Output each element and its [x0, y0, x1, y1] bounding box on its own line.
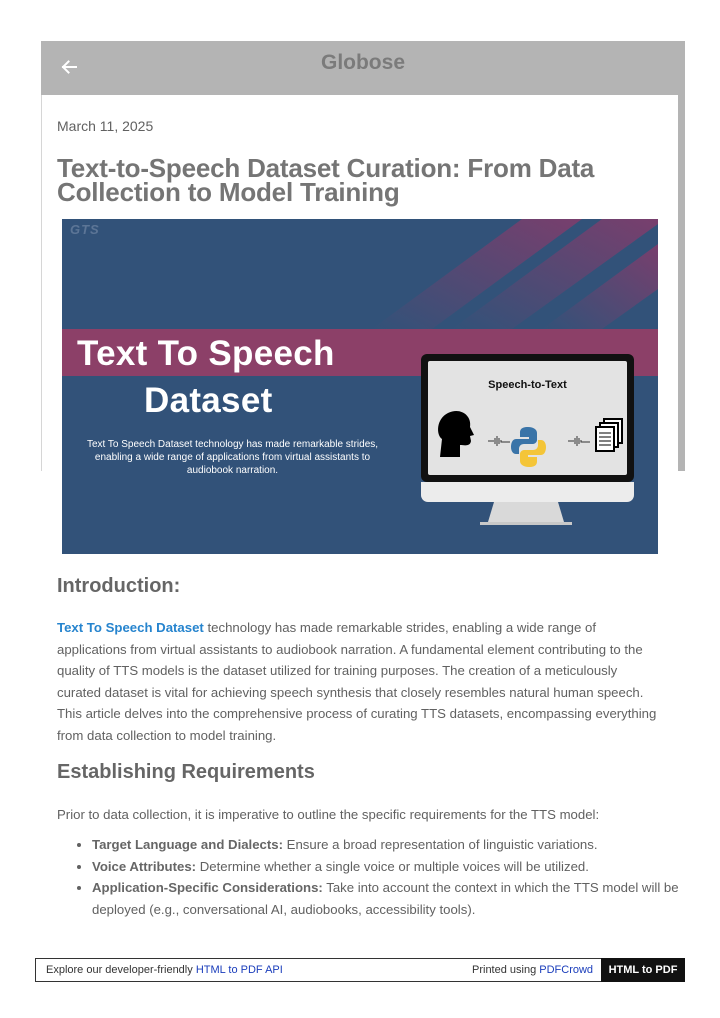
list-item-text: Ensure a broad representation of linguistic variations.: [283, 837, 598, 852]
hero-image: [62, 219, 658, 554]
list-item-label: Application-Specific Considerations:: [92, 880, 323, 895]
hero-heading-line2: Dataset: [144, 381, 273, 420]
list-item: [92, 834, 684, 856]
requirements-heading: Establishing Requirements: [57, 761, 315, 783]
intro-paragraph: [57, 617, 663, 746]
app-bar: [41, 41, 685, 95]
list-item-text: Take into account the context in which the TTS model will be deployed (e.g., conversational AI, audiobooks, accessibility tools).: [92, 880, 679, 917]
documents-icon: [596, 419, 622, 451]
hero-heading-line1: Text To Speech: [77, 334, 335, 373]
scrollbar[interactable]: [678, 95, 685, 471]
footer-printed: [472, 964, 593, 976]
list-item-label: Voice Attributes:: [92, 858, 197, 874]
speech-pipeline-icon: [428, 361, 627, 475]
footer-printed-prefix: Printed using: [472, 964, 540, 976]
article-title: Text-to-Speech Dataset Curation: From Data Collection to Model Training: [57, 153, 595, 207]
list-item-label: Target Language and Dialects:: [92, 837, 284, 852]
app-title: Globose: [320, 51, 405, 74]
monitor-label: Speech-to-Text: [488, 379, 567, 391]
tts-dataset-link[interactable]: Text To Speech Dataset: [57, 620, 204, 635]
pdf-footer: [35, 958, 685, 982]
monitor-illustration: [421, 354, 634, 482]
python-logo-icon: [511, 427, 546, 467]
gts-logo: GTS: [70, 222, 100, 237]
article-date: March 11, 2025: [57, 118, 154, 134]
html-to-pdf-button[interactable]: HTML to PDF: [601, 958, 685, 982]
pdfcrowd-link[interactable]: PDFCrowd: [539, 964, 594, 976]
arrow-left-icon: [60, 58, 78, 76]
list-item: [92, 856, 684, 878]
hero-description: Text To Speech Dataset technology has made remarkable strides, enabling a wide range of applications from virtual assistants to audiobook narration.: [86, 439, 379, 476]
back-button[interactable]: [55, 53, 83, 81]
monitor-chin: [421, 482, 634, 502]
list-item: [92, 877, 684, 920]
footer-prefix: Explore our developer-friendly: [46, 964, 196, 976]
requirements-intro: Prior to data collection, it is imperative to outline the specific requirements for the TTS model:: [57, 807, 600, 822]
intro-body: technology has made remarkable strides, enabling a wide range of applications from virtual assistants to audiobook narration. A fundamental element contributing to the quality of TTS models is the dataset utilized for training purposes. The creation of a meticulously curated dataset is vital for achieving speech synthesis that closely resembles natural human speech. This article delves into the comprehensive process of curating TTS datasets, encompassing everything from data collection to model training.: [57, 620, 657, 743]
monitor-screen: [428, 361, 627, 475]
intro-heading: Introduction:: [57, 575, 181, 597]
list-item-text: Determine whether a single voice or multiple voices will be utilized.: [196, 858, 589, 874]
requirements-list: [74, 834, 684, 920]
html-to-pdf-api-link[interactable]: HTML to PDF API: [195, 964, 283, 976]
footer-explore: [46, 964, 283, 976]
head-silhouette-icon: [438, 411, 474, 457]
